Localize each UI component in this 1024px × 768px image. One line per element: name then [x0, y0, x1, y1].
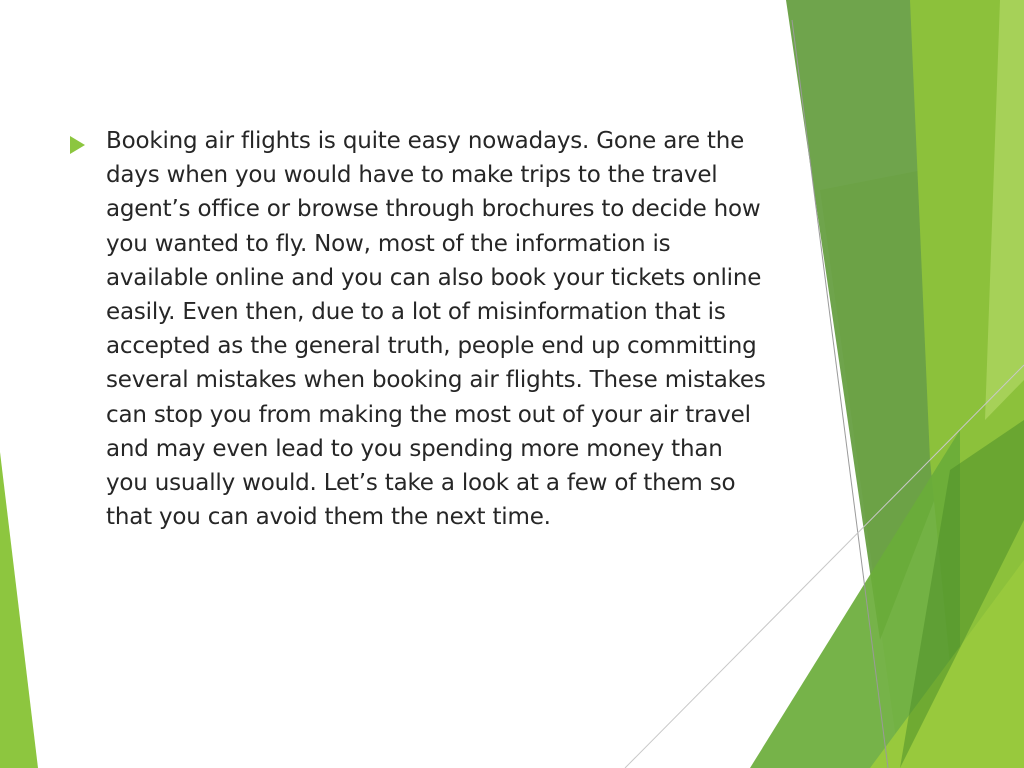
- bullet-list: [70, 124, 770, 534]
- bullet-arrow-icon: [70, 136, 85, 154]
- left-green-sliver: [0, 452, 38, 768]
- body-paragraph: Booking air flights is quite easy nowadays. Gone are the days when you would have to make trips to the travel agent’s office or browse through brochures to decide how you wanted to fly. Now, most of the information is available online and you can also book your tickets online easily. Even then, due to a lot of misinformation that is accepted as the general truth, people end up committing several mistakes when booking air flights. These mistakes can stop you from making the most out of your air travel and may even lead to you spending more money than you usually would. Let’s take a look at a few of them so that you can avoid them the next time.: [106, 128, 766, 531]
